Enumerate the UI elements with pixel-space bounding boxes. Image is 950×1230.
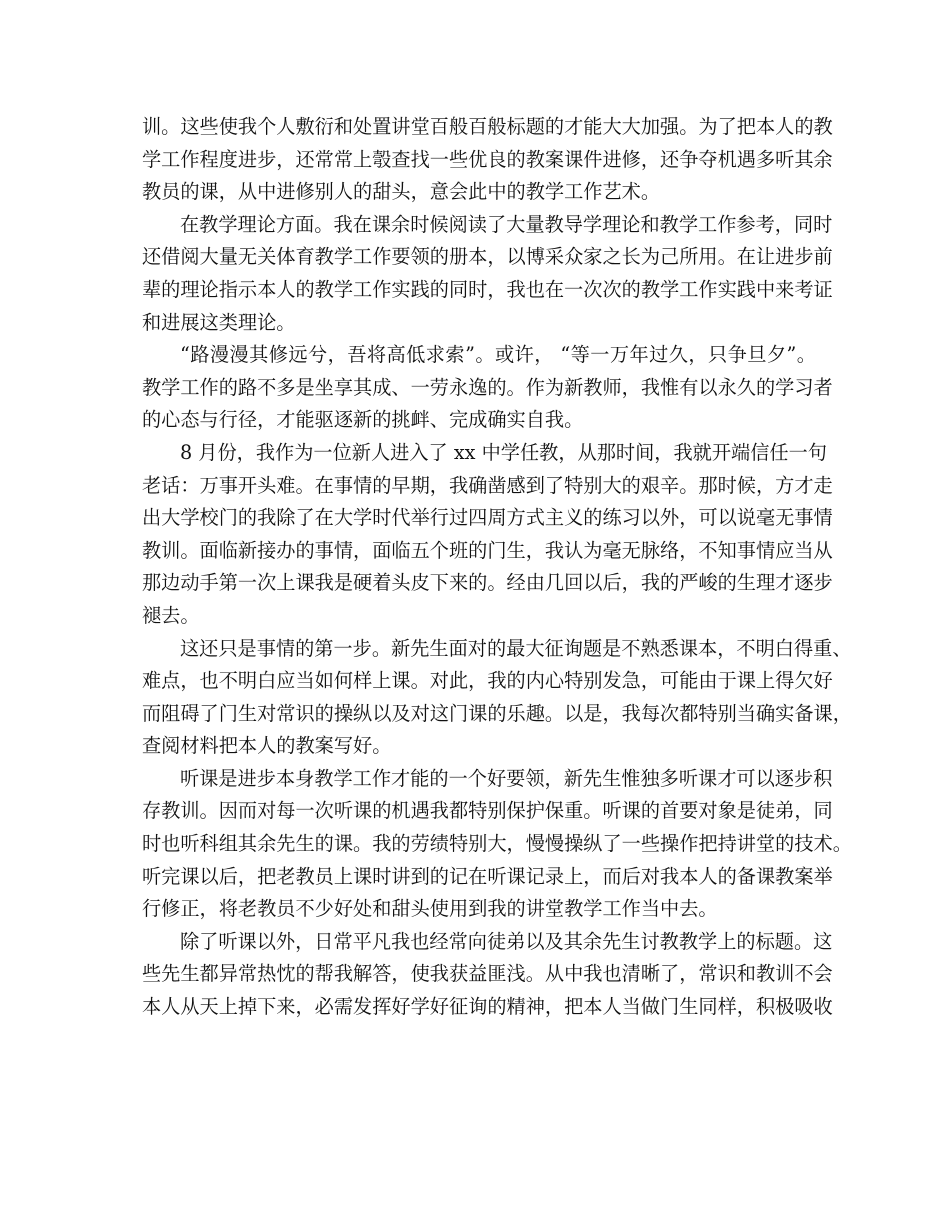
text-line: 褪去。 — [142, 603, 200, 627]
text-line: 和进展这类理论。 — [142, 310, 296, 334]
text-line: 存教训。因而对每一次听课的机遇我都特别保护保重。听课的首要对象是徒弟，同 — [142, 799, 833, 823]
text-line: 这还只是事情的第一步。新先生面对的最大征询题是不熟悉课本，不明白得重、 — [180, 636, 852, 660]
text-line: 行修正，将老教员不少好处和甜头使用到我的讲堂教学工作当中去。 — [142, 897, 718, 921]
text-line: 而阻碍了门生对常识的操纵以及对这门课的乐趣。以是，我每次都特别当确实备课， — [142, 701, 852, 725]
document-body — [142, 111, 852, 1024]
text-line: 时也听科组其余先生的课。我的劳绩特别大，慢慢操纵了一些操作把持讲堂的技术。 — [142, 832, 852, 856]
text-line: 在教学理论方面。我在课余时候阅读了大量教导学理论和教学工作参考，同时 — [180, 212, 833, 236]
text-line: “路漫漫其修远兮，吾将高低求索”。或许， “等一万年过久，只争旦夕”。 — [180, 343, 816, 367]
text-line: 那边动手第一次上课我是硬着头皮下来的。经由几回以后，我的严峻的生理才逐步 — [142, 571, 833, 595]
text-line: 学工作程度进步，还常常上彀查找一些优良的教案课件进修，还争夺机遇多听其余 — [142, 147, 833, 171]
text-line: 老话：万事开头难。在事情的早期，我确凿感到了特别大的艰辛。那时候，方才走 — [142, 473, 833, 497]
text-line: 8 月份，我作为一位新人进入了 xx 中学任教，从那时间，我就开端信任一句 — [180, 440, 827, 464]
text-line: 辈的理论指示本人的教学工作实践的同时，我也在一次次的教学工作实践中来考证 — [142, 277, 833, 301]
text-line: 的心态与行径，才能驱逐新的挑衅、完成确实自我。 — [142, 408, 584, 432]
text-line: 教训。面临新接办的事情，面临五个班的门生，我认为毫无脉络，不知事情应当从 — [142, 538, 833, 562]
text-line: 出大学校门的我除了在大学时代举行过四周方式主义的练习以外，可以说毫无事情 — [142, 506, 833, 530]
text-line: 还借阅大量无关体育教学工作要领的册本，以博采众家之长为己所用。在让进步前 — [142, 245, 833, 269]
text-line: 听课是进步本身教学工作才能的一个好要领，新先生惟独多听课才可以逐步积 — [180, 766, 833, 790]
text-line: 本人从天上掉下来，必需发挥好学好征询的精神，把本人当做门生同样，积极吸收 — [142, 995, 833, 1019]
text-line: 训。这些使我个人敷衍和处置讲堂百般百般标题的才能大大加强。为了把本人的教 — [142, 115, 833, 138]
text-line: 教学工作的路不多是坐享其成、一劳永逸的。作为新教师，我惟有以永久的学习者 — [142, 375, 833, 399]
text-line: 除了听课以外，日常平凡我也经常向徒弟以及其余先生讨教教学上的标题。这 — [180, 929, 833, 953]
text-line: 听完课以后，把老教员上课时讲到的记在听课记录上，而后对我本人的备课教案举 — [142, 864, 833, 888]
text-line: 难点，也不明白应当如何样上课。对此，我的内心特别发急，可能由于课上得欠好 — [142, 669, 833, 693]
text-line: 教员的课，从中进修别人的甜头，意会此中的教学工作艺术。 — [142, 180, 661, 204]
text-line: 些先生都异常热忱的帮我解答，使我获益匪浅。从中我也清晰了，常识和教训不会 — [142, 962, 833, 986]
text-line: 查阅材料把本人的教案写好。 — [142, 734, 392, 758]
